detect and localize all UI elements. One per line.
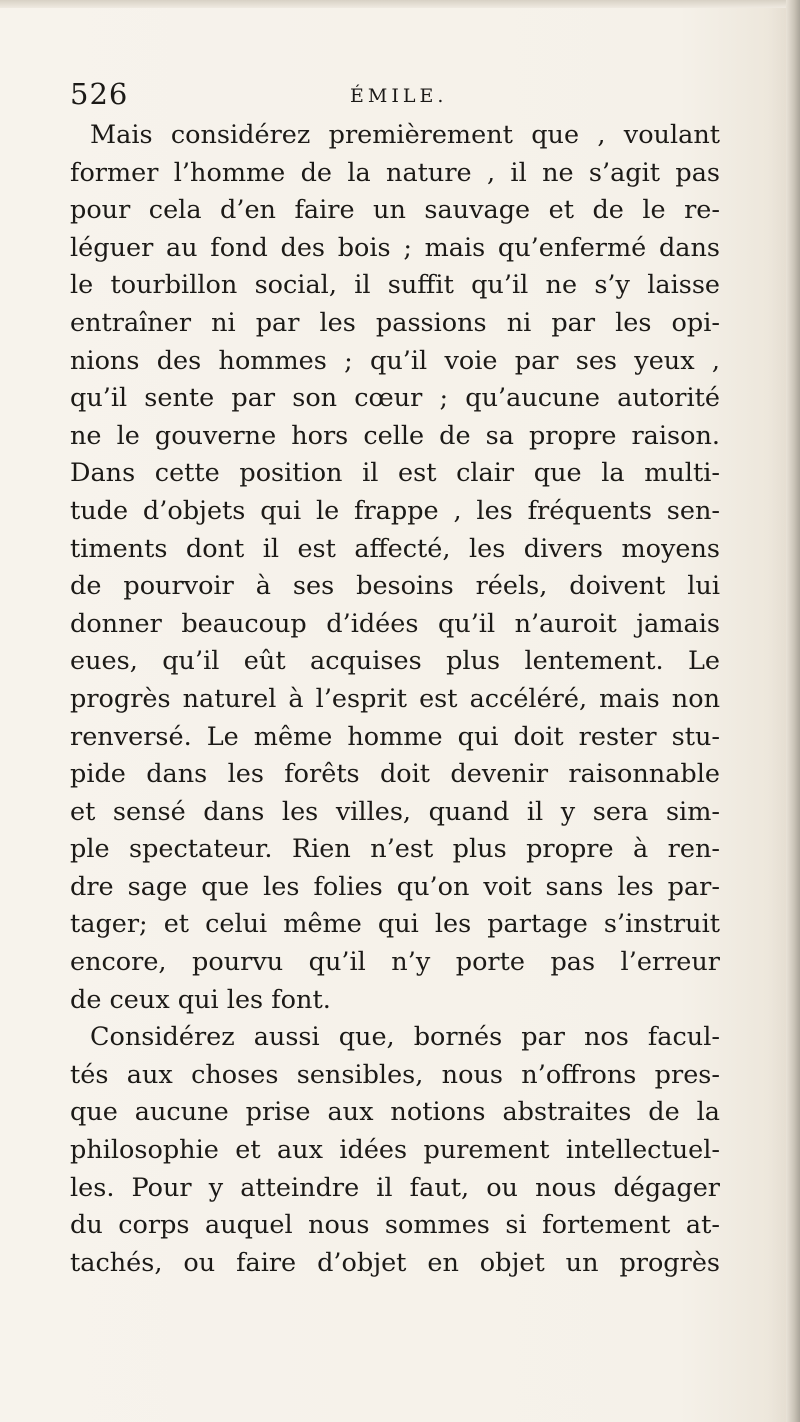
text-line: eues, qu’il eût acquises plus lentement. Le: [70, 646, 720, 677]
page-top-edge: [0, 0, 800, 8]
text-line: ne le gouverne hors celle de sa propre raison.: [70, 420, 720, 451]
text-line: former l’homme de la nature , il ne s’agit pas: [70, 157, 720, 188]
text-line: Considérez aussi que, bornés par nos facul-: [90, 1022, 720, 1053]
text-line: renversé. Le même homme qui doit rester stu-: [70, 721, 720, 752]
page-header: [70, 77, 720, 117]
text-line: nions des hommes ; qu’il voie par ses yeux ,: [70, 345, 720, 376]
text-line: de pourvoir à ses besoins réels, doivent lui: [70, 571, 720, 602]
text-line: que aucune prise aux notions abstraites de la: [70, 1097, 720, 1128]
text-line: donner beaucoup d’idées qu’il n’auroit jamais: [70, 608, 720, 639]
text-line: du corps auquel nous sommes si fortement at-: [70, 1210, 720, 1241]
text-line: timents dont il est affecté, les divers moyens: [70, 533, 720, 564]
body-text: [70, 117, 720, 1282]
text-line: Mais considérez premièrement que , voulant: [90, 120, 720, 150]
text-line: pide dans les forêts doit devenir raisonnable: [70, 759, 720, 790]
text-line: progrès naturel à l’esprit est accéléré, mais non: [70, 683, 720, 714]
running-title: ÉMILE.: [350, 85, 448, 107]
text-line: et sensé dans les villes, quand il y sera sim-: [70, 796, 720, 827]
text-line: dre sage que les folies qu’on voit sans les par-: [70, 871, 720, 902]
text-line: ple spectateur. Rien n’est plus propre à ren-: [70, 834, 720, 865]
text-line: léguer au fond des bois ; mais qu’enfermé dans: [70, 232, 720, 263]
text-line: tude d’objets qui le frappe , les fréquents sen-: [70, 495, 720, 526]
text-line: Dans cette position il est clair que la multi-: [70, 458, 720, 489]
text-line: tager; et celui même qui les partage s’instruit: [70, 909, 720, 940]
text-line: tachés, ou faire d’objet en objet un progrès: [70, 1247, 720, 1278]
text-line: tés aux choses sensibles, nous n’offrons pres-: [70, 1059, 720, 1090]
page-right-edge: [786, 0, 800, 1422]
text-line: les. Pour y atteindre il faut, ou nous dégager: [70, 1172, 720, 1203]
text-line: encore, pourvu qu’il n’y porte pas l’erreur: [70, 947, 720, 978]
text-line: philosophie et aux idées purement intellectuel-: [70, 1135, 720, 1166]
page-number: 526: [70, 77, 129, 111]
text-line: pour cela d’en faire un sauvage et de le re-: [70, 195, 720, 226]
text-line: qu’il sente par son cœur ; qu’aucune autorité: [70, 383, 720, 414]
text-line: de ceux qui les font.: [70, 984, 331, 1015]
text-line: entraîner ni par les passions ni par les opi-: [70, 307, 720, 338]
text-line: le tourbillon social, il suffit qu’il ne s’y laisse: [70, 270, 720, 301]
